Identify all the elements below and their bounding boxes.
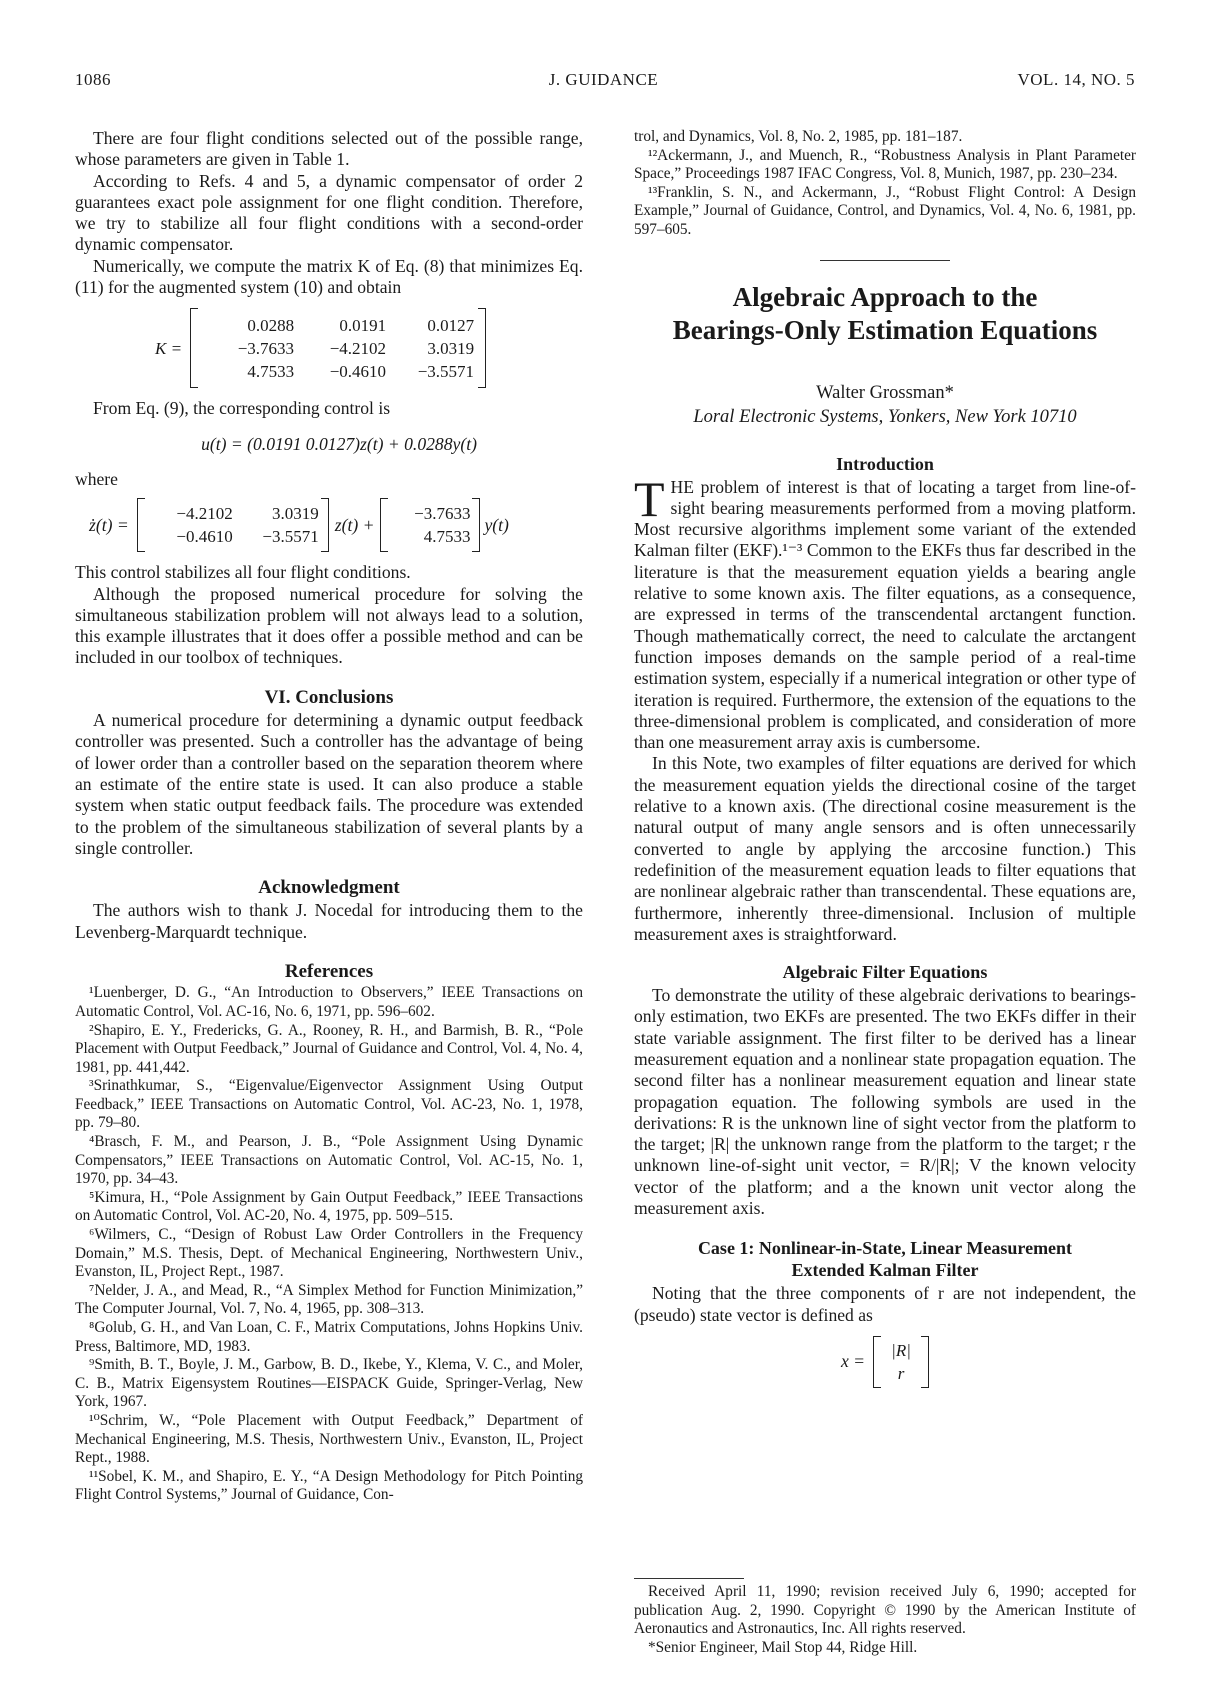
left-bracket — [380, 498, 388, 552]
matrix-cell: −4.2102 — [176, 504, 233, 524]
paragraph: There are four flight conditions selected out of the possible range, whose parameters are given in Table 1. — [75, 128, 583, 170]
control-equation: u(t) = (0.0191 0.0127)z(t) + 0.0288y(t) — [201, 433, 477, 454]
matrix-A — [145, 500, 321, 550]
section-heading: References — [284, 961, 374, 983]
vector-cell: |R| — [891, 1340, 911, 1360]
right-bracket — [472, 498, 480, 552]
equation-label: ż(t) = — [89, 514, 129, 535]
paragraph: According to Refs. 4 and 5, a dynamic compensator of order 2 guarantees exact pole assignment for one flight condition. Therefore, we try to stabilize all four flight conditions with a second-order dynamic compensator. — [75, 170, 583, 255]
section-heading: Acknowledgment — [258, 877, 400, 899]
reference-item: ⁸Golub, G. H., and Van Loan, C. F., Matrix Computations, Johns Hopkins Univ. Press, Baltimore, MD, 1983. — [75, 1319, 583, 1355]
reference-item: ¹³Franklin, S. N., and Ackermann, J., “Robust Flight Control: A Design Example,” Journal of Guidance, Control, and Dynamics, Vol. 4, No. 6, 1981, pp. 597–605. — [634, 183, 1136, 238]
matrix-cell: −3.7633 — [414, 504, 471, 524]
page-number: 1086 — [75, 70, 111, 89]
paragraph: This control stabilizes all four flight conditions. — [75, 562, 411, 583]
state-equation — [89, 498, 583, 552]
matrix-cell: 0.0288 — [247, 315, 295, 335]
reference-item: trol, and Dynamics, Vol. 8, No. 2, 1985, pp. 181–187. — [634, 128, 963, 145]
reference-item: ⁹Smith, B. T., Boyle, J. M., Garbow, B. D., Ikebe, Y., Klema, V. C., and Moler, C. B., Matrix Eigensystem Routines—EISPACK Guide, Springer-Verlag, New York, 1967. — [75, 1356, 583, 1411]
matrix-cell: 3.0319 — [427, 338, 475, 358]
matrix-cell: −0.4610 — [329, 361, 387, 381]
drop-cap: T — [634, 470, 665, 527]
section-heading: Algebraic Filter Equations — [782, 962, 988, 983]
vector-cell: r — [897, 1363, 905, 1383]
equation-term: z(t) + — [334, 514, 375, 535]
reference-list — [634, 128, 1136, 240]
matrix-cell: 3.0319 — [271, 504, 319, 524]
paragraph: Noting that the three components of r are not independent, the (pseudo) state vector is defined as — [634, 1283, 1136, 1325]
article-title: Algebraic Approach to the — [732, 281, 1038, 312]
paragraph: Although the proposed numerical procedure for solving the simultaneous stabilization problem will not always lead to a solution, this example illustrates that it does offer a possible method and can be included in our toolbox of techniques. — [75, 583, 583, 668]
left-bracket — [190, 308, 198, 388]
state-vector — [881, 1339, 921, 1385]
volume-info: VOL. 14, NO. 5 — [1017, 70, 1135, 89]
left-bracket — [873, 1336, 881, 1388]
paragraph: The authors wish to thank J. Nocedal for introducing them to the Levenberg-Marquardt technique. — [75, 900, 583, 942]
matrix-cell: −0.4610 — [176, 527, 233, 547]
matrix-cell: −4.2102 — [329, 338, 387, 358]
equation-term: y(t) — [484, 514, 509, 535]
paragraph: To demonstrate the utility of these algebraic derivations to bearings-only estimation, two EKFs are presented. The two EKFs differ in their state variable assignment. The first filter to be derived has a linear measurement equation and a nonlinear state propagation equation. The second filter has a nonlinear measurement equation and linear state propagation equation. The following symbols are used in the derivations: R is the unknown line of sight vector from the platform to the target; |R| the unknown range from the platform to the target; r the unknown line-of-sight unit vector, = R/|R|; V the known velocity vector of the platform; and a the known unit vector along the measurement axis. — [634, 985, 1136, 1219]
right-column — [634, 128, 1136, 1656]
reference-item: ¹¹Sobel, K. M., and Shapiro, E. Y., “A Design Methodology for Pitch Pointing Flight Control Systems,” Journal of Guidance, Con- — [75, 1467, 583, 1504]
left-bracket — [137, 498, 145, 552]
paragraph: In this Note, two examples of filter equations are derived for which the measurement equation yields the directional cosine of the target relative to a known axis. (The directional cosine measurement is the natural output of many angle sensors and is often unnecessarily converted to angle by applying the arccosine function.) This redefinition of the measurement equation leads to filter equations that are nonlinear algebraic rather than transcendental. These equations are, furthermore, inherently three-dimensional. Inclusion of multiple measurement axes is straightforward. — [634, 753, 1136, 944]
paragraph: A numerical procedure for determining a dynamic output feedback controller was presented. Such a controller has the advantage of being of lower order than a controller based on the separation theorem where an estimate of the entire state is used. It can also produce a stable system when static output feedback fails. The procedure was extended to the problem of the simultaneous stabilization of several plants by a single controller. — [75, 710, 583, 858]
footnote: Received April 11, 1990; revision received July 6, 1990; accepted for publication Aug. 2, 1990. Copyright © 1990 by the American Institute of Aeronautics and Astronautics, Inc. All rights reserved. — [634, 1583, 1136, 1638]
paragraph: From Eq. (9), the corresponding control is — [93, 398, 391, 419]
divider — [820, 260, 950, 261]
footnote: *Senior Engineer, Mail Stop 44, Ridge Hill. — [648, 1638, 918, 1656]
author: Walter Grossman* — [816, 382, 954, 403]
left-column — [75, 128, 583, 1505]
article-title: Bearings-Only Estimation Equations — [672, 314, 1098, 345]
matrix-cell: 0.0191 — [339, 315, 387, 335]
equation-label: x = — [840, 1351, 866, 1372]
state-vector-equation — [634, 1336, 1136, 1388]
journal-name: J. GUIDANCE — [548, 70, 659, 89]
reference-item: ¹²Ackermann, J., and Muench, R., “Robustness Analysis in Plant Parameter Space,” Proceedings 1987 IFAC Congress, Vol. 8, Munich, 1987, pp. 230–234. — [634, 146, 1136, 183]
section-heading: Case 1: Nonlinear-in-State, Linear Measurement Extended Kalman Filter — [697, 1238, 1073, 1281]
paragraph: Numerically, we compute the matrix K of Eq. (8) that minimizes Eq. (11) for the augmented system (10) and obtain — [75, 255, 583, 298]
paragraph: THE problem of interest is that of locating a target from line-of-sight bearing measurements performed from a moving platform. Most recursive algorithms implement some variant of the extended Kalman filter (EKF).¹⁻³ Common to the EKFs thus far described in the literature is that the measurement equation yields a bearing angle relative to some known axis. The filter equations, as a consequence, are expressed in terms of the transcendental arctangent function. Though mathematically correct, the need to calculate the arctangent function imposes demands on the sample period of a real-time estimation system, especially if a numerical integration or other type of iteration is required. Furthermore, the extension of the equations to the three-dimensional problem is complicated, and consideration of more than one measurement array axis is cumbersome. — [634, 470, 1136, 753]
matrix-K-equation — [155, 308, 583, 388]
reference-item: ⁶Wilmers, C., “Design of Robust Law Order Controllers in the Frequency Domain,” M.S. Thesis, Dept. of Mechanical Engineering, Northwestern Univ., Evanston, IL, Project Rept., 1987. — [75, 1226, 583, 1281]
section-heading: VI. Conclusions — [264, 686, 394, 708]
reference-item: ⁵Kimura, H., “Pole Assignment by Gain Output Feedback,” IEEE Transactions on Automatic Control, Vol. AC-20, No. 4, 1975, pp. 509–515. — [75, 1188, 583, 1225]
matrix-cell: −3.5571 — [262, 527, 319, 547]
equation-label: K = — [155, 338, 183, 358]
matrix-K — [198, 312, 478, 385]
reference-item: ¹Luenberger, D. G., “An Introduction to Observers,” IEEE Transactions on Automatic Control, Vol. AC-16, No. 6, 1971, pp. 596–602. — [75, 984, 583, 1020]
reference-item: ¹⁰Schrim, W., “Pole Placement with Output Feedback,” Department of Mechanical Engineering, M.S. Thesis, Northwestern Univ., Evanston, IL, Project Rept., 1988. — [75, 1411, 583, 1467]
right-bracket — [921, 1336, 929, 1388]
matrix-cell: 4.7533 — [247, 361, 295, 381]
right-bracket — [478, 308, 486, 388]
matrix-B — [388, 500, 472, 550]
reference-item: ²Shapiro, E. Y., Fredericks, G. A., Rooney, R. H., and Barmish, B. R., “Pole Placement with Output Feedback,” Journal of Guidance and Control, Vol. 4, No. 4, 1981, pp. 441,442. — [75, 1021, 583, 1076]
reference-item: ³Srinathkumar, S., “Eigenvalue/Eigenvector Assignment Using Output Feedback,” IEEE Transactions on Automatic Control, Vol. AC-23, No. 1, 1978, pp. 79–80. — [75, 1077, 583, 1132]
matrix-cell: 4.7533 — [423, 527, 471, 547]
matrix-cell: −3.7633 — [237, 338, 295, 358]
matrix-cell: 0.0127 — [427, 315, 475, 335]
right-bracket — [321, 498, 329, 552]
section-heading: Introduction — [836, 453, 934, 474]
paragraph: where — [75, 468, 118, 489]
reference-item: ⁷Nelder, J. A., and Mead, R., “A Simplex Method for Function Minimization,” The Computer Journal, Vol. 7, No. 4, 1965, pp. 308–313. — [75, 1281, 583, 1318]
affiliation: Loral Electronic Systems, Yonkers, New York 10710 — [693, 406, 1077, 427]
footnote-rule — [634, 1578, 744, 1579]
footnotes — [634, 1578, 1136, 1657]
matrix-cell: −3.5571 — [417, 361, 475, 381]
reference-item: ⁴Brasch, F. M., and Pearson, J. B., “Pole Assignment Using Dynamic Compensators,” IEEE Transactions on Automatic Control, Vol. AC-15, No. 1, 1970, pp. 34–43. — [75, 1133, 583, 1188]
reference-list — [75, 984, 583, 1505]
